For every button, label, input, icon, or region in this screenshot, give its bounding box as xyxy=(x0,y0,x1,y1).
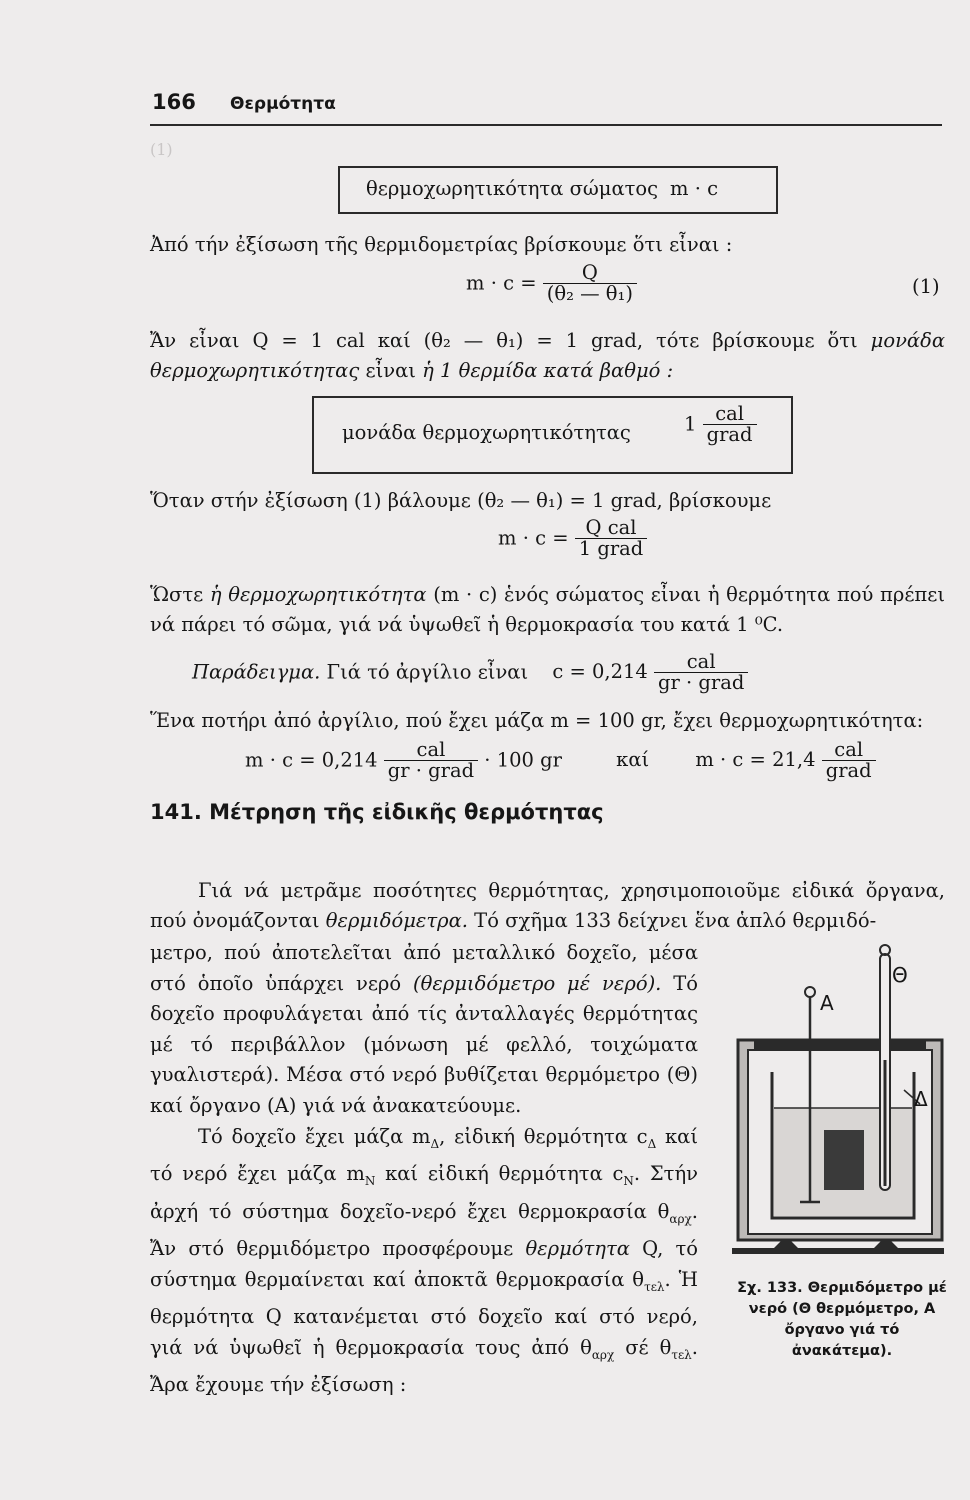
desc-italic: (θερμιδόμετρο μέ νερό). xyxy=(412,971,662,995)
eq3-denominator-2: grad xyxy=(822,760,876,781)
text-run: . Ἡ θερμότητα Q κατανέμεται στό δοχεῖο καί στό νερό, γιά νά ὑψωθεῖ ἡ θερμοκρασία τους ἀπό θ xyxy=(150,1267,699,1359)
box-label: θερμοχωρητικότητα σώματος xyxy=(366,177,659,200)
text-run: αρχ xyxy=(669,1211,692,1226)
box2-fraction xyxy=(703,404,757,446)
header-rule xyxy=(150,124,942,126)
section-number: 141. xyxy=(150,800,202,824)
eq3-numerator-2: cal xyxy=(834,738,864,761)
section-heading xyxy=(150,800,604,824)
box2-numerator: cal xyxy=(715,402,744,425)
eq1-fraction xyxy=(543,263,637,305)
equation-2 xyxy=(498,518,647,560)
text-run: N xyxy=(623,1174,634,1189)
definition-box-heat-capacity xyxy=(338,166,778,214)
so-rest: (m · c) ἑνός σώματος εἶναι ἡ θερμότητα πού πρέπει νά πάρει τό σῶμα, γιά νά ὑψωθεῖ ἡ θερμοκρασία του κατά 1 ⁰C. xyxy=(150,583,945,636)
text-run: . Ἄν στό θερμιδόμετρο προσφέρουμε xyxy=(150,1199,698,1261)
unit-italic-1: μονάδα xyxy=(870,329,945,352)
eq3-fraction-2 xyxy=(822,740,876,782)
show-through-mark: (1) xyxy=(150,140,173,159)
box-symbol: m · c xyxy=(670,177,719,200)
label-a: Α xyxy=(820,991,834,1015)
text-run: Q, τό σύστημα θερμαίνεται καί ἀποκτᾶ θερμοκρασία θ xyxy=(150,1237,699,1291)
equation-3 xyxy=(245,740,876,782)
text-run: αρχ xyxy=(591,1347,615,1362)
eq3-denominator: gr · grad xyxy=(384,760,478,781)
calorimeter-equation-intro xyxy=(150,1122,698,1400)
so-start: Ὥστε xyxy=(150,583,210,606)
submerged-body xyxy=(824,1130,864,1190)
unit-mid: εἶναι xyxy=(359,359,423,382)
measure-italic: θερμιδόμετρα. xyxy=(325,909,468,932)
eq2-numerator: Q cal xyxy=(585,516,637,539)
base-plate xyxy=(732,1248,944,1254)
text-run: Τό δοχεῖο ἔχει μάζα m xyxy=(198,1125,431,1148)
eq1-lhs: m · c = xyxy=(466,271,537,295)
definition-box-unit xyxy=(312,396,793,474)
example-text: Γιά τό ἀργίλιο εἶναι xyxy=(320,660,529,684)
calorimeter-figure xyxy=(714,940,950,1280)
text-run: σέ θ xyxy=(614,1335,672,1359)
box2-coef: 1 xyxy=(684,412,697,436)
eq1-numerator: Q xyxy=(581,261,598,284)
unit-italic-2: θερμοχωρητικότητας xyxy=(150,359,360,382)
text-run: N xyxy=(364,1174,376,1189)
text-run: , εἰδική θερμότητα c xyxy=(439,1125,648,1148)
desc-start: μετρο, πού ἀποτελεῖται ἀπό μεταλλικό δοχεῖο, μέσα στό ὁποῖο ὑπάρχει νερό xyxy=(150,941,698,995)
section-title: Μέτρηση τῆς εἰδικῆς θερμότητας xyxy=(209,800,604,824)
eq3-mid: · 100 gr xyxy=(484,748,562,772)
box2-value xyxy=(684,404,757,446)
box2-label: μονάδα θερμοχωρητικότητας xyxy=(342,421,631,444)
equation-1 xyxy=(466,263,637,305)
text-run: καί τό νερό ἔχει μάζα m xyxy=(150,1125,699,1186)
example-fraction xyxy=(654,652,748,694)
unit-text: Ἄν εἶναι Q = 1 cal καί (θ₂ — θ₁) = 1 grad, τότε βρίσκουμε ὅτι xyxy=(150,329,871,352)
example-numerator: cal xyxy=(686,650,716,673)
when-line: Ὅταν στήν ἐξίσωση (1) βάλουμε (θ₂ — θ₁) = 1 grad, βρίσκουμε xyxy=(150,489,772,512)
label-delta: Δ xyxy=(914,1087,928,1111)
text-run: καί εἰδική θερμότητα c xyxy=(375,1162,624,1186)
eq1-denominator: (θ₂ — θ₁) xyxy=(543,283,637,304)
so-italic: ἡ θερμοχωρητικότητα xyxy=(209,583,427,606)
text-run: Δ xyxy=(430,1136,440,1151)
eq2-denominator: 1 grad xyxy=(575,538,648,559)
example-line xyxy=(192,652,748,694)
text-run: τελ xyxy=(671,1347,692,1362)
so-paragraph xyxy=(150,580,945,640)
running-title: Θερμότητα xyxy=(230,94,336,114)
cup-line: Ἕνα ποτήρι ἀπό ἀργίλιο, πού ἔχει μάζα m = 100 gr, ἔχει θερμοχωρητικότητα: xyxy=(150,709,924,732)
measure-rest: Τό σχῆμα 133 δείχνει ἕνα ἁπλό θερμιδό- xyxy=(467,909,877,932)
unit-italic-3: ἡ 1 θερμίδα κατά βαθμό : xyxy=(422,359,674,382)
text-run: θερμότητα xyxy=(525,1237,630,1261)
example-denominator: gr · grad xyxy=(654,672,748,693)
text-run: τελ xyxy=(644,1279,665,1294)
eq2-fraction xyxy=(575,518,648,560)
equation-number-1: (1) xyxy=(912,275,940,298)
intro-line: Ἀπό τήν ἐξίσωση τῆς θερμιδομετρίας βρίσκουμε ὅτι εἶναι : xyxy=(150,233,733,256)
label-theta: Θ xyxy=(892,963,908,987)
unit-paragraph xyxy=(150,326,945,386)
desc-rest: Τό δοχεῖο προφυλάγεται ἀπό τίς ἀνταλλαγές θερμότητας μέ τό περιβάλλον (μόνωση μέ φελλό, τοιχώματα γυαλιστερά). Μέσα στό νερό βυθίζεται θερμόμετρο (Θ) καί ὄργανο (Α) γιά νά ἀνακατεύουμε. xyxy=(150,971,698,1117)
eq3-lhs: m · c = 0,214 xyxy=(245,748,378,772)
eq3-and: καί xyxy=(616,748,650,772)
box2-denominator: grad xyxy=(703,424,757,445)
eq2-lhs: m · c = xyxy=(498,526,569,550)
measure-start: Γιά νά μετρᾶμε ποσότητες θερμότητας, χρησιμοποιοῦμε εἰδικά ὄργανα, πού ὀνομάζονται xyxy=(150,879,945,932)
text-run: Δ xyxy=(647,1136,657,1151)
calorimeter-description xyxy=(150,938,698,1121)
page-number: 166 xyxy=(152,90,196,114)
eq3-numerator: cal xyxy=(416,738,446,761)
text-run: . Στήν ἀρχή τό σύστημα δοχεῖο-νερό ἔχει θερμοκρασία θ xyxy=(150,1162,698,1223)
eq3-fraction xyxy=(384,740,478,782)
text-run: . Ἄρα ἔχουμε τήν ἐξίσωση : xyxy=(150,1335,698,1396)
stirrer-ring xyxy=(805,987,815,997)
eq3-lhs2: m · c = 21,4 xyxy=(695,748,816,772)
figure-caption: Σχ. 133. Θερμιδόμετρο μέ νερό (Θ θερμόμετρο, Α ὄργανο γιά τό ἀνακάτεμα). xyxy=(737,1280,947,1359)
example-eq: c = 0,214 xyxy=(552,660,648,684)
lid xyxy=(754,1040,926,1050)
example-label: Παράδειγμα. xyxy=(192,660,321,684)
measure-paragraph xyxy=(150,876,945,936)
